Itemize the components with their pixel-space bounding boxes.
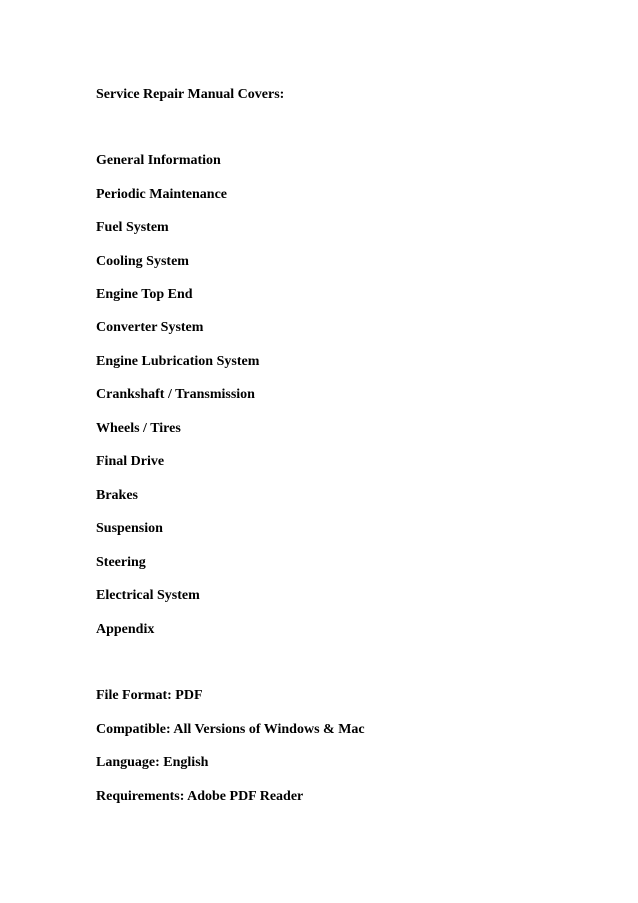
detail-item: Compatible: All Versions of Windows & Mac [96, 722, 365, 737]
section-item: Crankshaft / Transmission [96, 387, 255, 402]
section-item: Cooling System [96, 254, 189, 269]
detail-item: Requirements: Adobe PDF Reader [96, 789, 304, 804]
heading: Service Repair Manual Covers: [96, 87, 285, 102]
section-item: Fuel System [96, 220, 169, 235]
section-item: Electrical System [96, 588, 200, 603]
section-item: General Information [96, 153, 221, 168]
section-item: Engine Top End [96, 287, 193, 302]
section-item: Suspension [96, 521, 163, 536]
section-item: Final Drive [96, 454, 165, 469]
section-item: Brakes [96, 488, 138, 503]
section-item: Steering [96, 555, 146, 570]
section-item: Wheels / Tires [96, 421, 181, 436]
section-item: Engine Lubrication System [96, 354, 260, 369]
detail-item: Language: English [96, 755, 209, 770]
section-item: Appendix [96, 622, 155, 637]
section-item: Converter System [96, 320, 204, 335]
section-item: Periodic Maintenance [96, 187, 228, 202]
detail-item: File Format: PDF [96, 688, 203, 703]
